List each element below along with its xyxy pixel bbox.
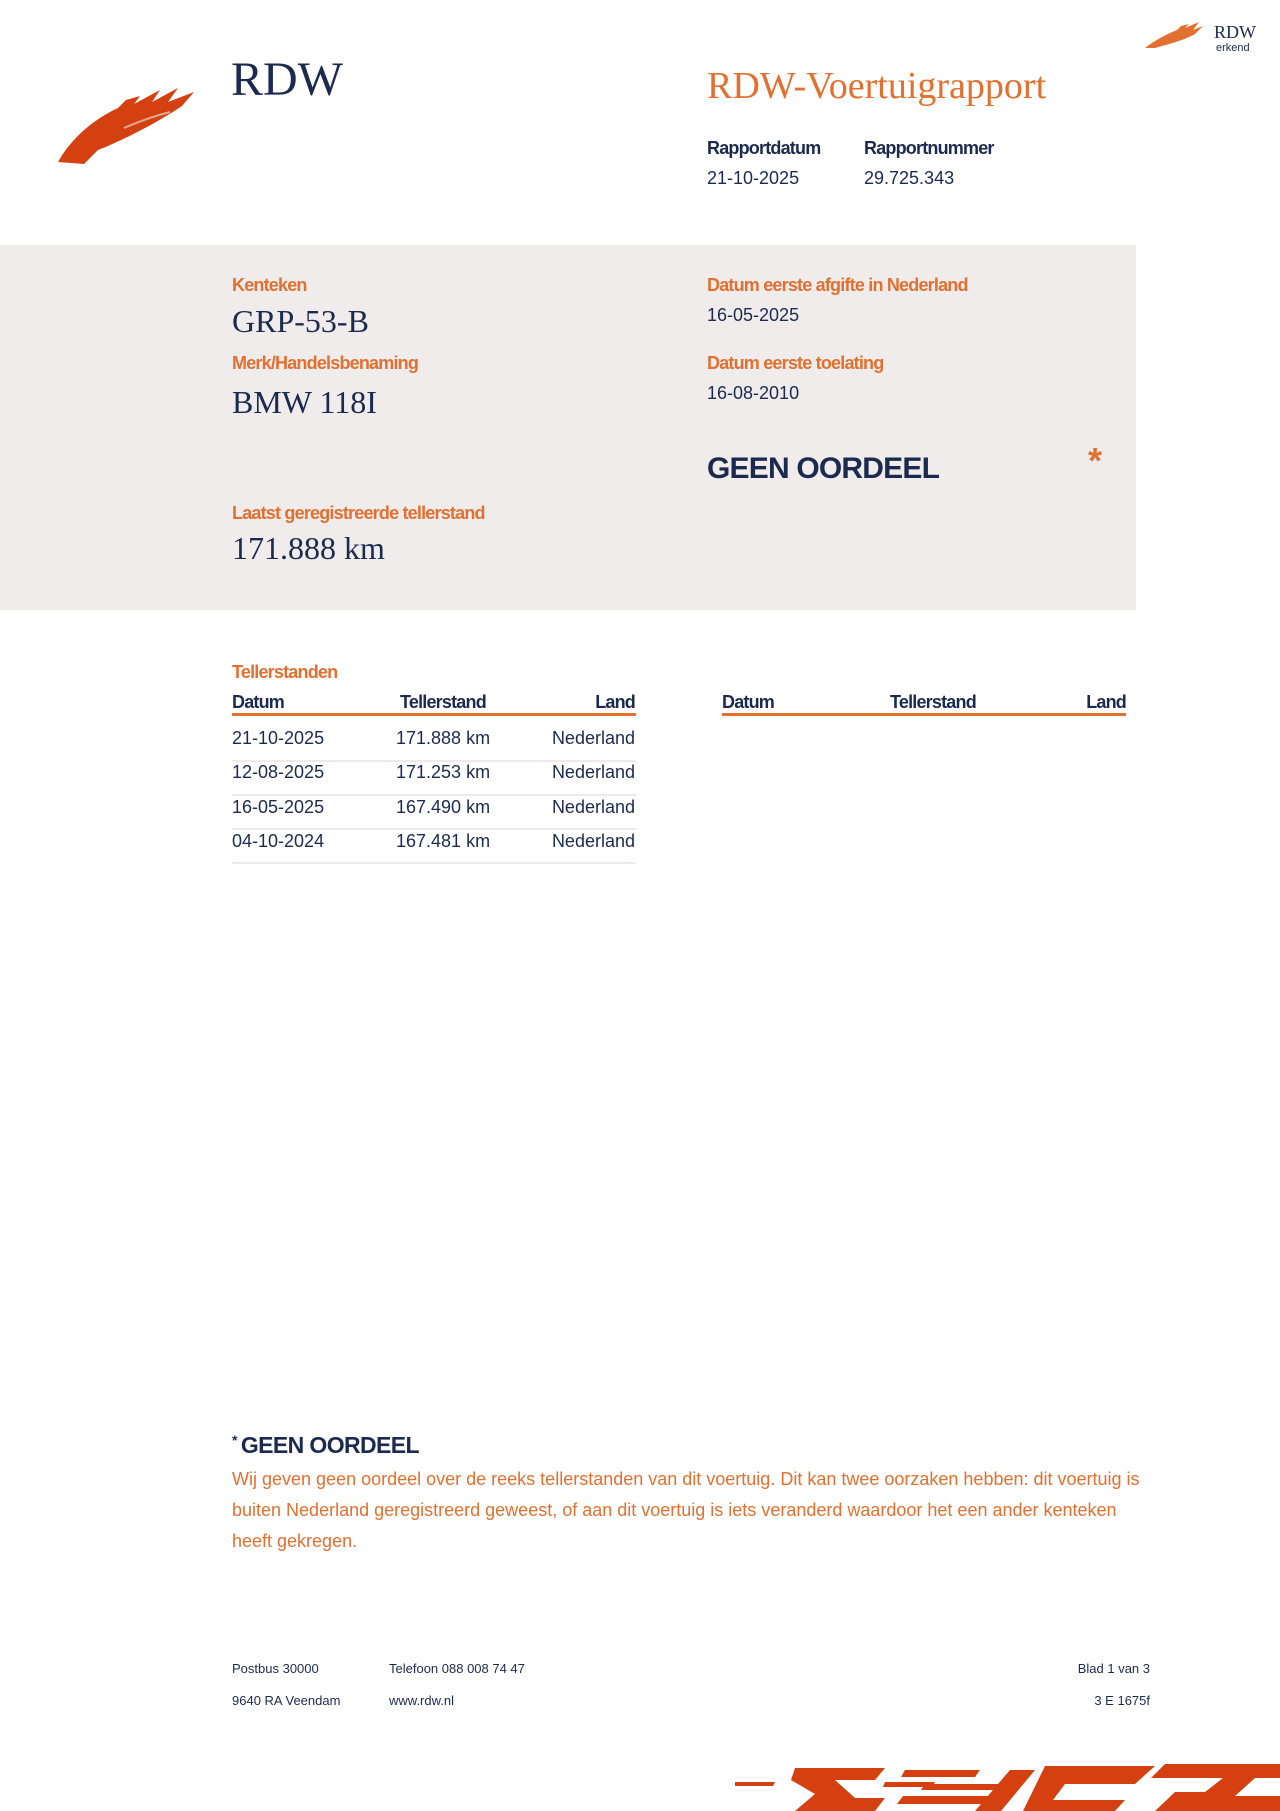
table-row-tellerstand: 171.888 km [396,728,491,748]
rapportnummer-label: Rapportnummer [864,138,994,158]
kenteken-value: GRP-53-B [232,303,369,339]
footnote-title [232,1432,419,1459]
table-row-tellerstand: 167.481 km [396,831,491,851]
footer-postbus: Postbus 30000 [232,1661,319,1676]
footer-code: 3 E 1675f [1094,1693,1150,1708]
footer-website[interactable]: www.rdw.nl [389,1693,455,1708]
table-header-line-right [722,713,1126,716]
verdict: GEEN OORDEEL [707,452,940,485]
table-row-datum: 21-10-2025 [232,728,325,748]
badge-subtitle: erkend [1216,42,1250,54]
footer-telefoon: Telefoon 088 008 74 47 [389,1661,525,1676]
org-name: RDW [231,53,343,106]
table-row-tellerstand: 171.253 km [396,762,491,782]
report-title: RDW-Voertuigrapport [707,65,1047,107]
footnote-title-text: GEEN OORDEEL [240,1432,419,1458]
table-row-datum: 16-05-2025 [232,797,325,817]
table-row-datum: 04-10-2024 [232,831,325,851]
table-row-datum: 12-08-2025 [232,762,325,782]
footer-blad: Blad 1 van 3 [1077,1661,1150,1676]
table-row-land: Nederland [551,831,635,851]
vehicle-panel [0,245,1136,610]
th-tellerstand: Tellerstand [400,692,486,712]
th-datum-right: Datum [722,692,775,712]
rapportdatum-value: 21-10-2025 [707,168,800,188]
table-row-land: Nederland [551,728,635,748]
rdw-logo-icon [58,82,212,164]
th-tellerstand-right: Tellerstand [890,692,976,712]
row-divider [232,862,636,864]
tellerstanden-title: Tellerstanden [232,662,338,682]
footer-adres: 9640 RA Veendam [232,1693,341,1708]
toelating-value: 16-08-2010 [707,383,800,403]
panel-notch [0,582,160,612]
afgifte-label: Datum eerste afgifte in Nederland [707,275,968,295]
badge-name: RDW [1214,22,1256,42]
table-row-land: Nederland [551,797,635,817]
footnote-marker: * [232,1432,237,1448]
verdict-asterisk: * [1088,440,1103,481]
row-divider [232,828,636,830]
afgifte-value: 16-05-2025 [707,305,800,325]
kenteken-label: Kenteken [232,275,307,295]
row-divider [232,794,636,796]
th-land-right: Land [1086,692,1126,712]
toelating-label: Datum eerste toelating [707,353,884,373]
rdw-erkend-logo-icon [1145,18,1207,54]
table-header-line [232,713,636,716]
th-land: Land [595,692,635,712]
rapportnummer-value: 29.725.343 [864,168,955,188]
footer-stripes-icon [735,1760,1280,1811]
table-row-tellerstand: 167.490 km [396,797,491,817]
rapportdatum-label: Rapportdatum [707,138,821,158]
footnote-text: Wij geven geen oordeel over de reeks tellerstanden van dit voertuig. Dit kan twee oorzaken hebben: dit voertuig is buiten Nederland geregistreerd geweest, of aan dit voertuig is iets veranderd waardoor het een ander kenteken heeft gekregen. [232,1469,1140,1551]
teller-label: Laatst geregistreerde tellerstand [232,503,485,523]
merk-label: Merk/Handelsbenaming [232,353,419,373]
teller-value: 171.888 km [232,530,385,566]
table-row-land: Nederland [551,762,635,782]
merk-value: BMW 118I [232,384,377,420]
th-datum: Datum [232,692,285,712]
